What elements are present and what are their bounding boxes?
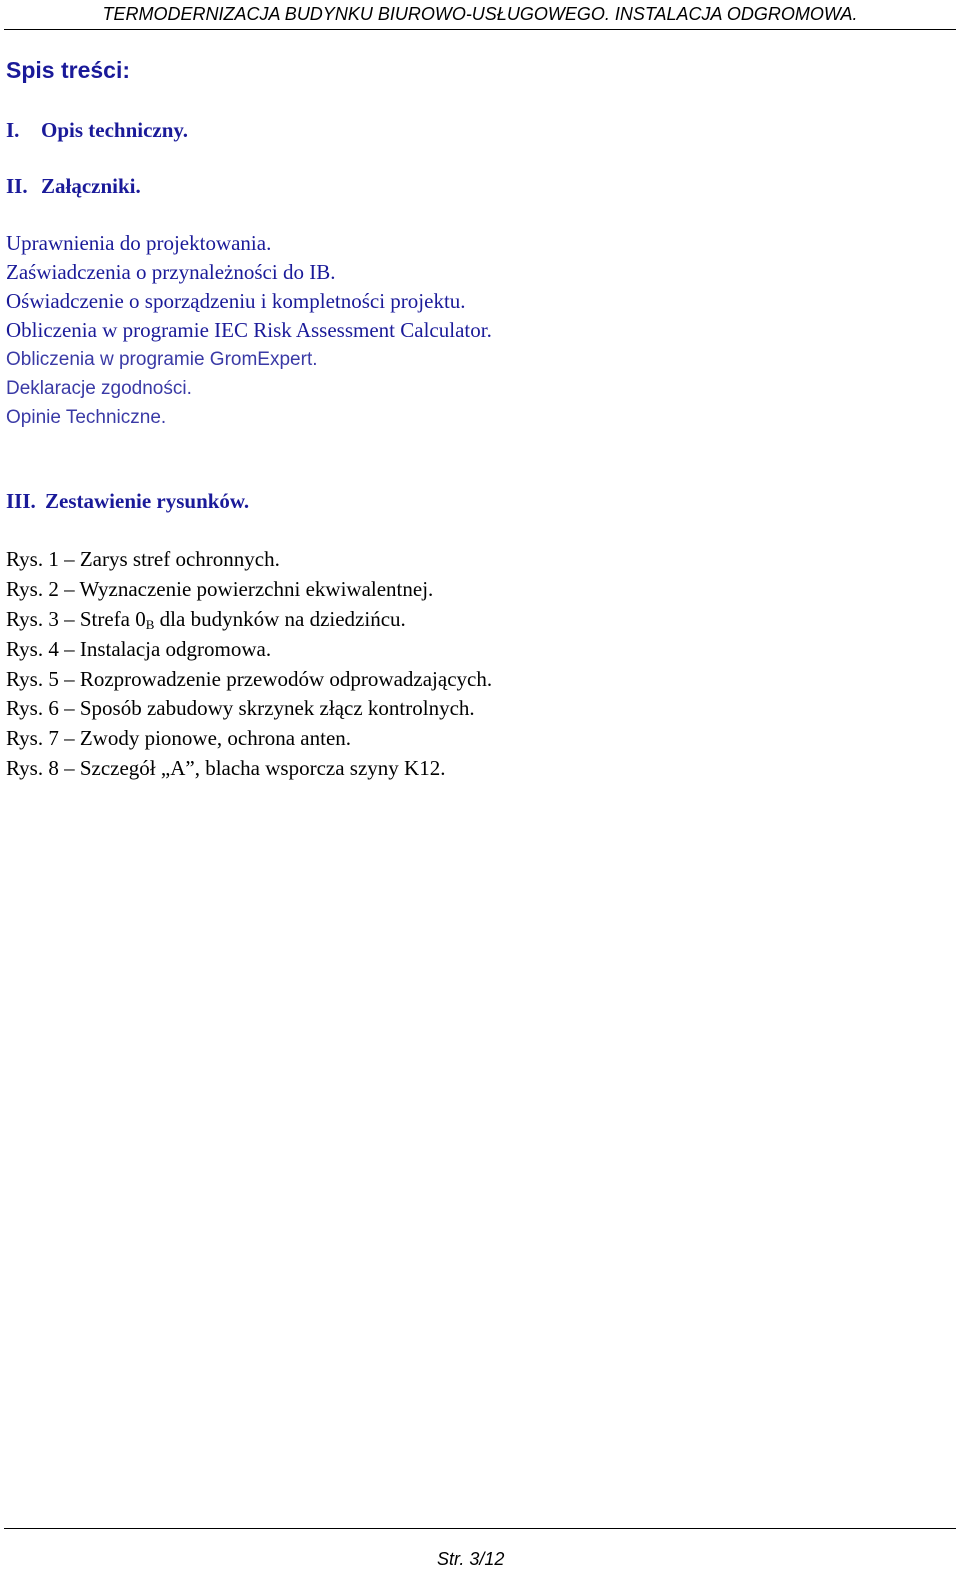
drawing-number: Rys. 7	[6, 726, 59, 751]
attachment-item: Oświadczenie o sporządzeniu i kompletności projektu.	[6, 289, 466, 313]
toc-title: Spis treści:	[6, 57, 130, 83]
attachment-item: Deklaracje zgodności.	[6, 378, 192, 399]
drawing-label: Instalacja odgromowa.	[79, 636, 272, 661]
section-label: Zestawienie rysunków.	[45, 489, 250, 513]
section-label: Opis techniczny.	[41, 118, 189, 142]
drawing-subscript: B	[145, 616, 155, 632]
drawing-number: Rys. 8	[6, 756, 59, 781]
attachment-item: Opinie Techniczne.	[6, 407, 167, 428]
drawing-item: Rys. 1 – Zarys stref ochronnych.	[6, 547, 280, 571]
drawing-number: Rys. 3	[6, 606, 59, 631]
drawing-number: Rys. 2	[6, 576, 59, 601]
drawing-item: Rys. 8 – Szczegół „A”, blacha wsporcza szyny K12.	[6, 756, 446, 781]
drawing-item: Rys. 2 – Wyznaczenie powierzchni ekwiwalentnej.	[6, 576, 434, 601]
section-number: II.	[6, 174, 28, 198]
drawing-number: Rys. 4	[6, 636, 59, 661]
attachment-item: Uprawnienia do projektowania.	[6, 231, 272, 255]
page-number: Str. 3/12	[437, 1549, 505, 1569]
drawing-item: Rys. 7 – Zwody pionowe, ochrona anten.	[6, 726, 352, 751]
drawing-label: Wyznaczenie powierzchni ekwiwalentnej.	[79, 576, 434, 601]
running-header: TERMODERNIZACJA BUDYNKU BIUROWO-USŁUGOWEGO. INSTALACJA ODGROMOWA.	[102, 4, 858, 24]
attachment-item: Obliczenia w programie GromExpert.	[6, 349, 318, 370]
attachment-item: Obliczenia w programie IEC Risk Assessment Calculator.	[6, 318, 492, 342]
drawing-item: Rys. 6 – Sposób zabudowy skrzynek złącz kontrolnych.	[6, 696, 475, 721]
toc-section-3	[6, 487, 249, 516]
drawing-number: Rys. 5	[6, 666, 59, 691]
section-label: Załączniki.	[41, 174, 141, 198]
drawing-number: Rys. 1	[6, 547, 59, 571]
drawing-label: Zarys stref ochronnych.	[79, 547, 280, 571]
drawing-number: Rys. 6	[6, 696, 59, 721]
drawing-label: Strefa 0	[79, 606, 146, 631]
drawing-item: Rys. 4 – Instalacja odgromowa.	[6, 636, 272, 661]
toc-section-2	[6, 172, 141, 201]
footer-divider	[4, 1528, 956, 1529]
drawing-label-rest: dla budynków na dziedzińcu.	[154, 606, 406, 631]
drawings-list	[6, 545, 492, 784]
section-number: III.	[6, 489, 36, 513]
attachment-item: Zaświadczenia o przynależności do IB.	[6, 260, 336, 284]
section-number: I.	[6, 118, 20, 142]
drawing-label: Sposób zabudowy skrzynek złącz kontrolnych.	[79, 696, 475, 721]
drawing-label: Zwody pionowe, ochrona anten.	[79, 726, 352, 751]
drawing-label: Szczegół „A”, blacha wsporcza szyny K12.	[79, 756, 446, 781]
toc-section-1	[6, 116, 188, 145]
drawing-item: Rys. 3 – Strefa $0_B$ dla budynków na dziedzińcu.	[6, 606, 406, 632]
drawing-label: Rozprowadzenie przewodów odprowadzających.	[79, 666, 493, 691]
header-divider	[4, 29, 956, 30]
drawing-item: Rys. 5 – Rozprowadzenie przewodów odprowadzających.	[6, 666, 493, 691]
attachments-list	[6, 229, 492, 432]
